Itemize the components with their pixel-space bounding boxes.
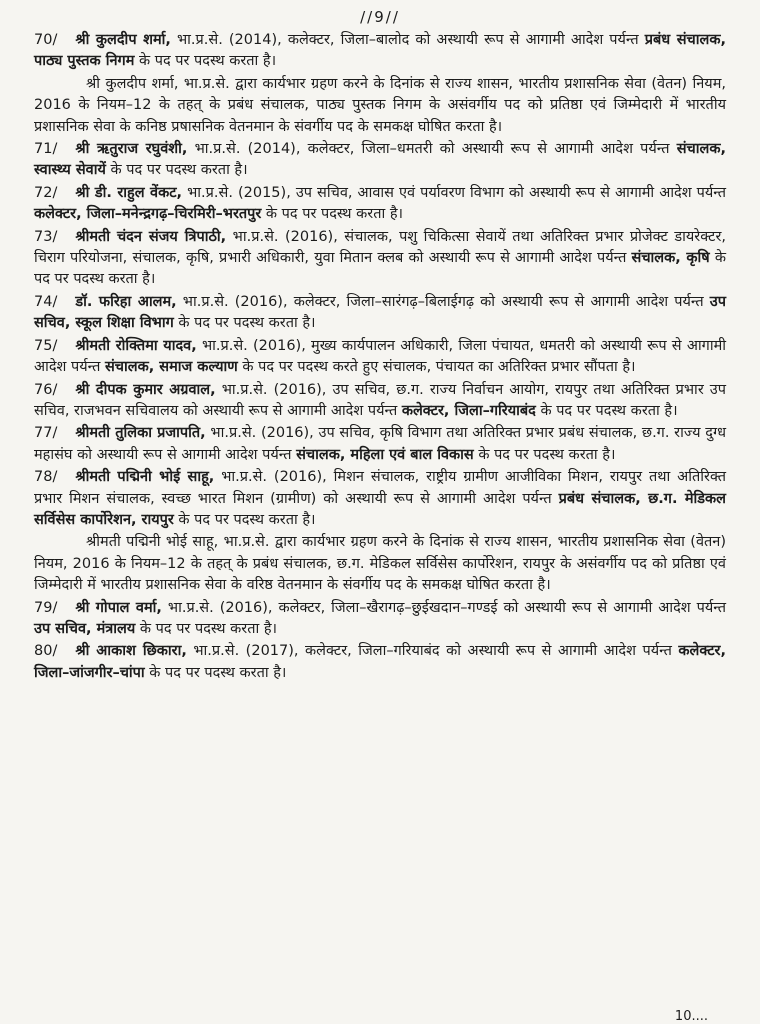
posting: संचालक, स्वास्थ्य सेवायें <box>34 141 726 179</box>
entry-text: भा.प्र.से. (2015), उप सचिव, आवास एवं पर्यावरण विभाग को अस्थायी रूप से आगामी आदेश पर्यन्त <box>182 184 726 201</box>
entry-79 <box>34 598 726 641</box>
entry-text: भा.प्र.से. (2016), मिशन संचालक, राष्ट्रीय ग्रामीण आजीविका मिशन, रायपुर तथा अतिरिक्त प्रभार मिशन संचालक, स्वच्छ भारत मिशन (ग्रामीण) को अस्थायी रूप से आगामी आदेश पर्यन्त <box>34 469 726 507</box>
entry-text: भा.प्र.से. (2016), मुख्य कार्यपालन अधिकारी, जिला पंचायत, धमतरी को अस्थायी रूप से आगामी आदेश पर्यन्त <box>34 337 726 376</box>
officer-name: श्री दीपक कुमार अग्रवाल, <box>75 381 216 398</box>
entry-number: 74/ <box>34 293 58 310</box>
entry-text: भा.प्र.से. (2016), संचालक, पशु चिकित्सा सेवायें तथा अतिरिक्त प्रभार प्रोजेक्ट डायरेक्टर, चिराग परियोजना, संचालक, कृषि, प्रभारी अधिकारी, युवा मितान क्लब को अस्थायी रूप से आगामी आदेश पर्यन्त <box>34 228 726 267</box>
officer-name: श्री ऋतुराज रघुवंशी, <box>75 141 188 158</box>
entry-text: भा.प्र.से. (2014), कलेक्टर, जिला–बालोद को अस्थायी रूप से आगामी आदेश पर्यन्त <box>170 32 645 48</box>
entry-72 <box>34 183 726 226</box>
officer-name: डॉ. फरिहा आलम, <box>75 293 177 310</box>
posting: प्रबंध संचालक, छ.ग. मेडिकल सर्विसेस कार्पोरेशन, रायपुर <box>34 490 727 528</box>
page-number: //9// <box>360 8 400 26</box>
entry-text-end: के पद पर पदस्थ करते हुए संचालक, पंचायत का अतिरिक्त प्रभार सौंपता है। <box>237 359 636 376</box>
entry-number: 77/ <box>34 425 58 442</box>
note-78: श्रीमती पद्मिनी भोई साहू, भा.प्र.से. द्वारा कार्यभार ग्रहण करने के दिनांक से राज्य शासन, भारतीय प्रशासनिक सेवा (वेतन) नियम, 2016 के नियम–12 के तहत् के प्रबंध संचालक, छ.ग. मेडिकल सर्विसेस कार्पोरेशन, रायपुर के असंवर्गीय पद को प्रतिष्ठा एवं जिम्मेदारी में भारतीय प्रशासनिक सेवा के वरिष्ठ वेतनमान के संवर्गीय पद के समकक्ष घोषित करता है। <box>34 534 726 594</box>
entry-text-end: के पद पर पदस्थ करता है। <box>134 53 277 70</box>
note-70: श्री कुलदीप शर्मा, भा.प्र.से. द्वारा कार्यभार ग्रहण करने के दिनांक से राज्य शासन, भारतीय प्रशासनिक सेवा (वेतन) नियम, 2016 के नियम–12 के तहत् के प्रबंध संचालक, पाठ्य पुस्तक निगम के असंवर्गीय पद को प्रतिष्ठा एवं जिम्मेदारी में भारतीय प्रशासनिक सेवा के कनिष्ठ प्रषासनिक वेतनमान के संवर्गीय पद के समकक्ष घोषित करता है। <box>34 75 726 135</box>
entry-75 <box>34 336 726 379</box>
posting: कलेक्टर, जिला–जांजगीर–चांपा <box>34 643 726 681</box>
entry-77 <box>34 423 726 466</box>
entry-text-end: के पद पर पदस्थ करता है। <box>535 402 678 419</box>
entry-text: भा.प्र.से. (2016), उप सचिव, कृषि विभाग तथा अतिरिक्त प्रभार प्रबंध संचालक, छ.ग. राज्य दुग्ध महासंघ को अस्थायी रूप से आगामी आदेश पर्यन्त <box>34 425 726 463</box>
officer-name: श्री कुलदीप शर्मा, <box>75 32 171 48</box>
entry-80 <box>34 641 726 684</box>
officer-name: श्रीमती तुलिका प्रजापति, <box>75 425 206 442</box>
entry-text-end: के पद पर पदस्थ करता है। <box>34 250 727 288</box>
posting: कलेक्टर, जिला–गरियाबंद <box>401 402 536 419</box>
entry-70 <box>34 30 726 73</box>
entry-text: भा.प्र.से. (2017), कलेक्टर, जिला–गरियाबंद को अस्थायी रूप से आगामी आदेश पर्यन्त <box>186 643 679 660</box>
entry-text: भा.प्र.से. (2016), उप सचिव, छ.ग. राज्य निर्वाचन आयोग, रायपुर तथा अतिरिक्त प्रभार उप सचिव, राजभवन सचिवालय को अस्थायी रूप से आगामी आदेश पर्यन्त <box>34 381 726 419</box>
posting: उप सचिव, स्कूल शिक्षा विभाग <box>34 293 726 332</box>
posting: संचालक, समाज कल्याण <box>104 359 238 376</box>
entry-number: 76/ <box>34 381 58 398</box>
entry-text-end: के पद पर पदस्थ करता है। <box>173 511 316 528</box>
posting: उप सचिव, मंत्रालय <box>34 620 136 637</box>
entry-number: 70/ <box>34 32 58 48</box>
posting: संचालक, महिला एवं बाल विकास <box>296 446 474 463</box>
entry-number: 73/ <box>34 228 58 245</box>
posting: प्रबंध संचालक, पाठ्य पुस्तक निगम <box>34 32 726 70</box>
entry-text: भा.प्र.से. (2014), कलेक्टर, जिला–धमतरी को अस्थायी रूप से आगामी आदेश पर्यन्त <box>187 141 677 158</box>
entry-text-end: के पद पर पदस्थ करता है। <box>105 162 248 179</box>
entry-number: 78/ <box>34 469 58 486</box>
officer-name: श्रीमती पद्मिनी भोई साहू, <box>75 469 215 486</box>
entry-number: 72/ <box>34 184 58 201</box>
officer-name: श्रीमती रोक्तिमा यादव, <box>75 337 197 354</box>
entry-number: 80/ <box>34 643 58 660</box>
entry-number: 71/ <box>34 141 58 158</box>
entry-74 <box>34 292 726 335</box>
entry-text: भा.प्र.से. (2016), कलेक्टर, जिला–सारंगढ़–बिलाईगढ़ को अस्थायी रूप से आगामी आदेश पर्यन्त <box>176 293 710 310</box>
officer-name: श्री डी. राहुल वेंकट, <box>75 184 183 201</box>
entry-71 <box>34 139 726 182</box>
entry-76 <box>34 380 726 423</box>
posting: कलेक्टर, जिला–मनेन्द्रगढ़–चिरमिरी–भरतपुर <box>34 206 262 223</box>
entry-text: भा.प्र.से. (2016), कलेक्टर, जिला–खैरागढ़–छुईखदान–गण्डई को अस्थायी रूप से आगामी आदेश पर्यन्त <box>161 599 726 616</box>
entry-text-end: के पद पर पदस्थ करता है। <box>135 620 278 637</box>
posting: संचालक, कृषि <box>631 250 710 267</box>
entry-number: 75/ <box>34 337 58 354</box>
entry-text-end: के पद पर पदस्थ करता है। <box>144 664 287 681</box>
entry-text-end: के पद पर पदस्थ करता है। <box>261 206 404 223</box>
officer-name: श्री आकाश छिकारा, <box>75 643 187 660</box>
entry-text-end: के पद पर पदस्थ करता है। <box>173 315 316 332</box>
officer-name: श्रीमती चंदन संजय त्रिपाठी, <box>75 228 227 245</box>
entry-73 <box>34 227 726 291</box>
entry-number: 79/ <box>34 599 58 616</box>
entry-text-end: के पद पर पदस्थ करता है। <box>473 446 616 463</box>
officer-name: श्री गोपाल वर्मा, <box>75 599 162 616</box>
entry-78 <box>34 467 726 531</box>
next-page-marker: 10.... <box>674 1009 708 1024</box>
